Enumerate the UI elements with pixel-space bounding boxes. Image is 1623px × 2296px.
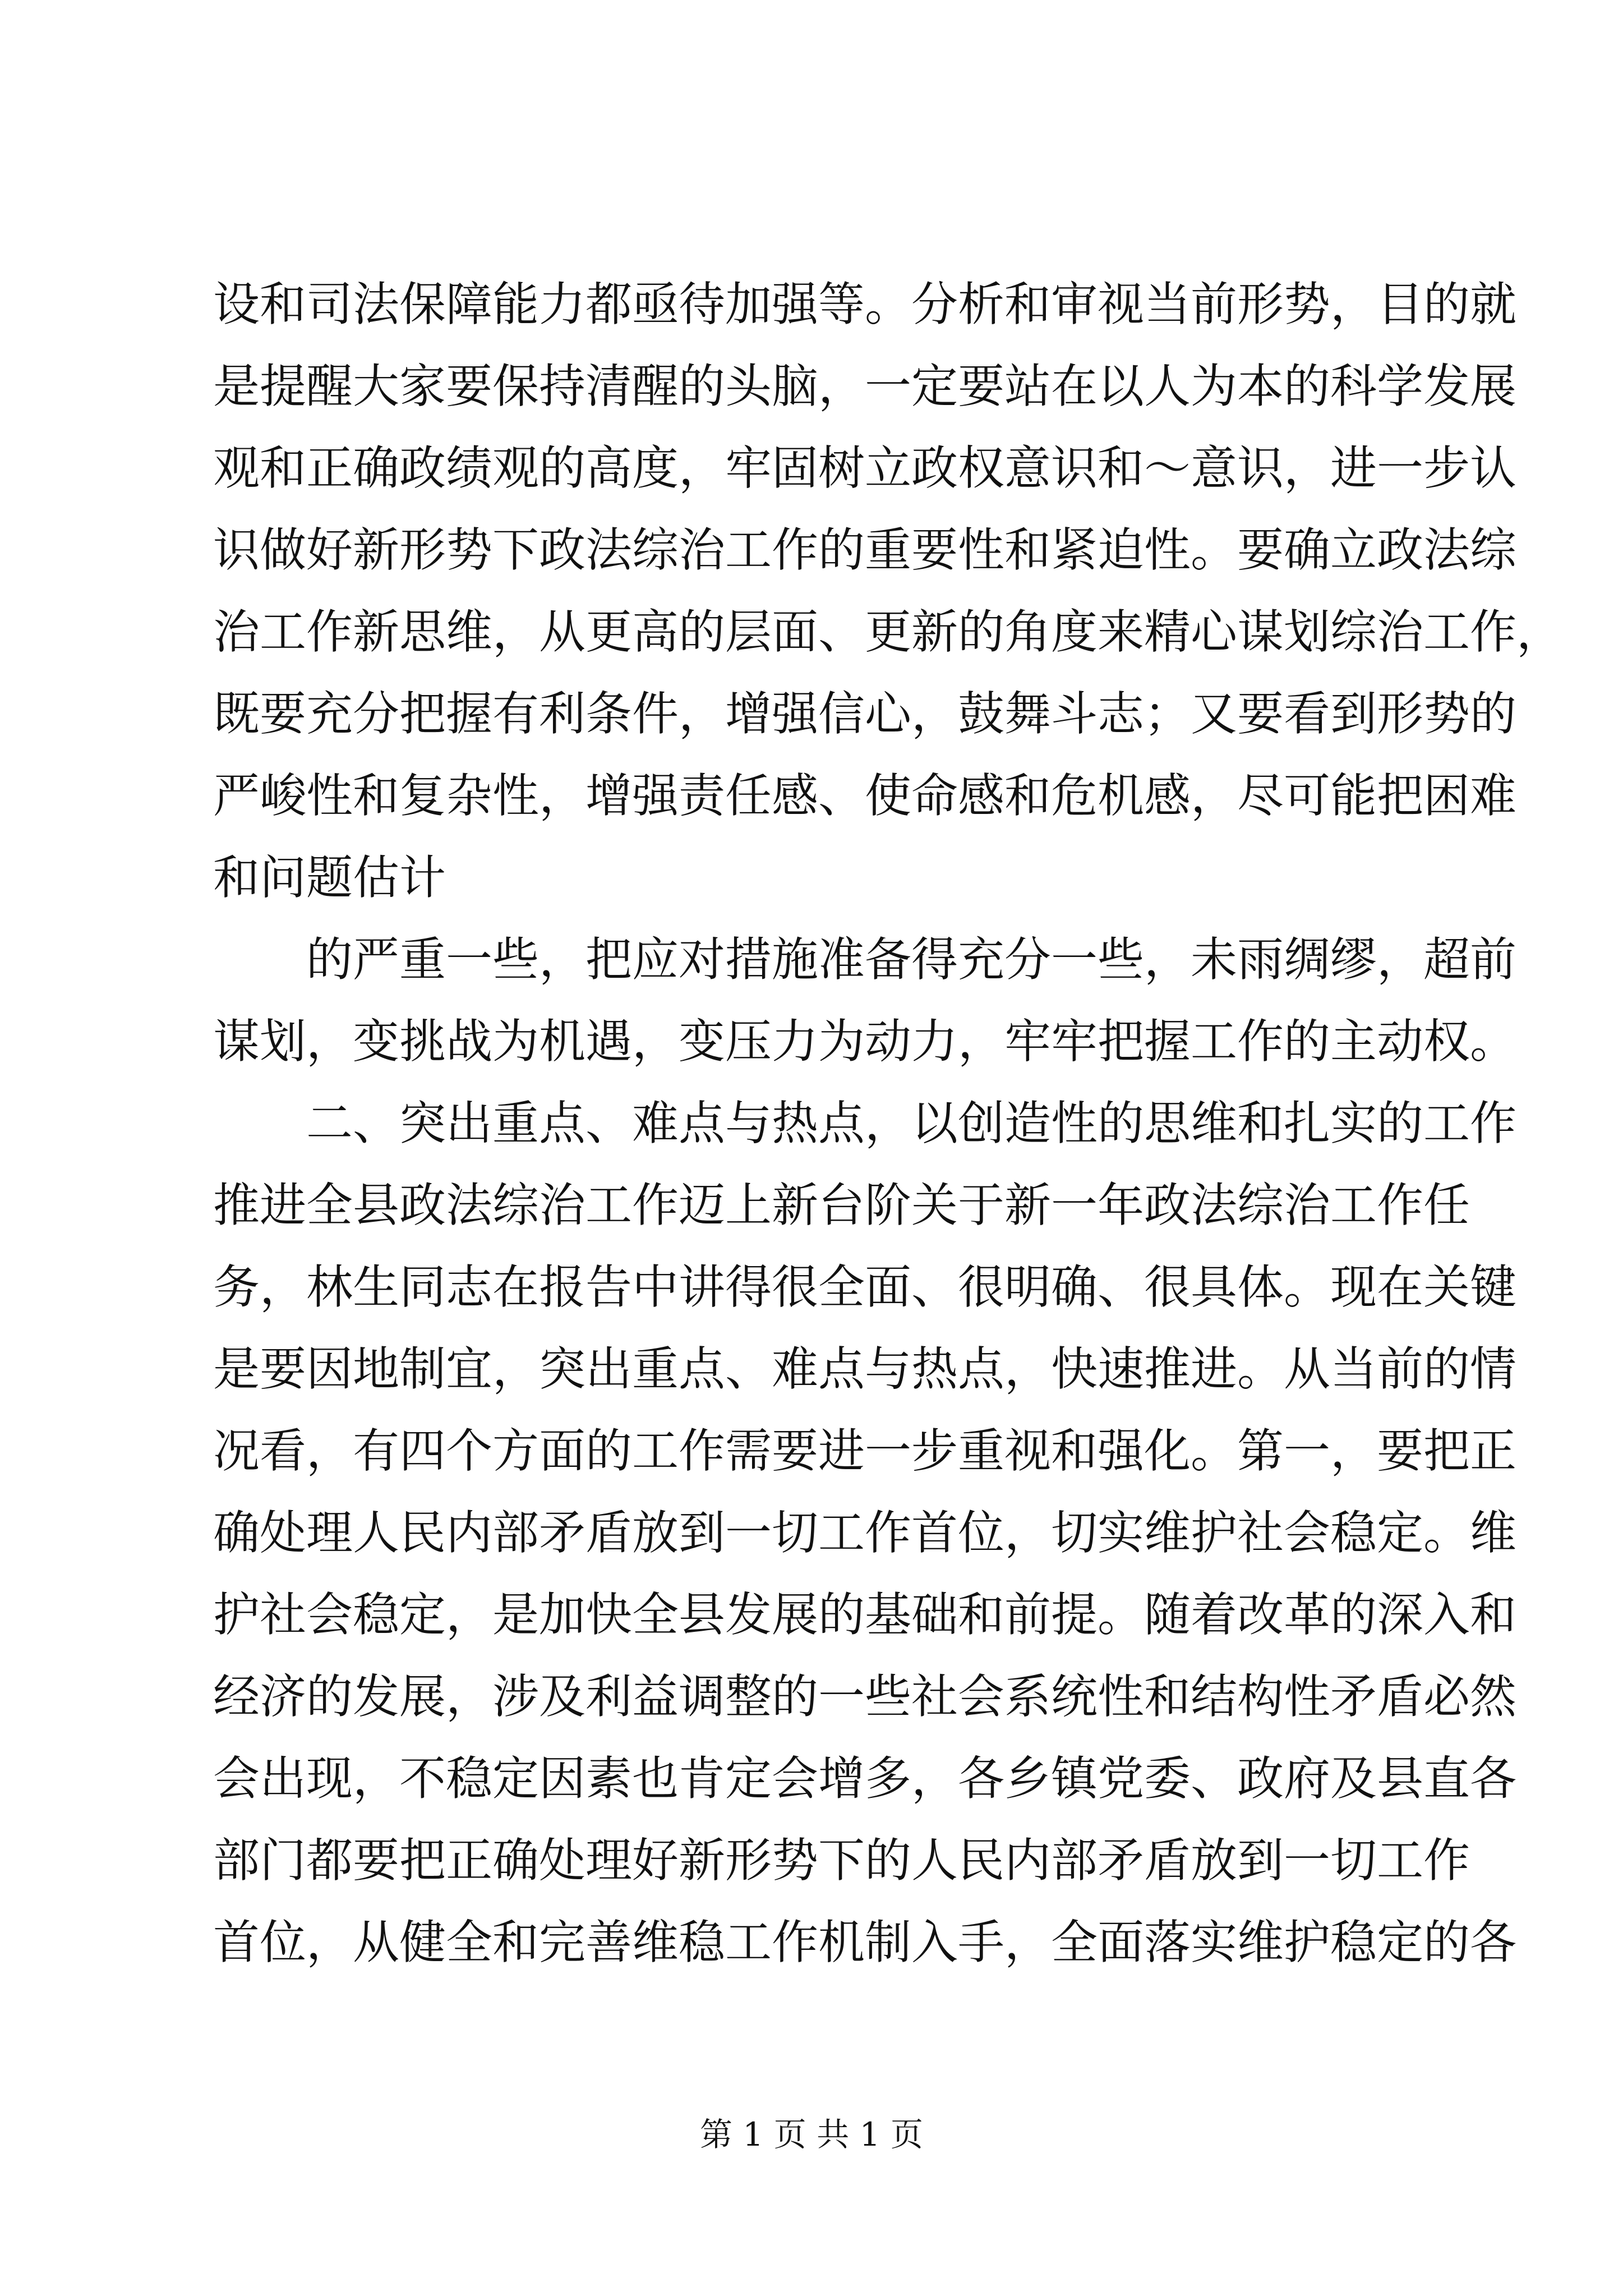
text-line: 部门都要把正确处理好新形势下的人民内部矛盾放到一切工作 xyxy=(213,1833,1470,1888)
text-line: 是要因地制宜，突出重点、难点与热点，快速推进。从当前的情 xyxy=(213,1342,1516,1396)
page-footer: 第 1 页 共 1 页 xyxy=(700,2115,923,2154)
text-line: 治工作新思维，从更高的层面、更新的角度来精心谋划综治工作， xyxy=(213,605,1563,659)
text-line: 设和司法保障能力都亟待加强等。分析和审视当前形势，目的就 xyxy=(213,277,1516,332)
text-line: 二、突出重点、难点与热点，以创造性的思维和扎实的工作 xyxy=(306,1096,1516,1151)
text-line: 和问题估计 xyxy=(213,850,446,905)
text-line: 确处理人民内部矛盾放到一切工作首位，切实维护社会稳定。维 xyxy=(213,1506,1516,1560)
text-line: 护社会稳定，是加快全县发展的基础和前提。随着改革的深入和 xyxy=(213,1588,1516,1642)
text-line: 会出现，不稳定因素也肯定会增多，各乡镇党委、政府及县直各 xyxy=(213,1751,1516,1806)
text-line: 的严重一些，把应对措施准备得充分一些，未雨绸缪，超前 xyxy=(306,932,1516,987)
text-line: 观和正确政绩观的高度，牢固树立政权意识和～意识，进一步认 xyxy=(213,441,1516,495)
text-line: 既要充分把握有利条件，增强信心，鼓舞斗志；又要看到形势的 xyxy=(213,687,1516,741)
text-line: 是提醒大家要保持清醒的头脑，一定要站在以人为本的科学发展 xyxy=(213,359,1516,413)
text-line: 识做好新形势下政法综治工作的重要性和紧迫性。要确立政法综 xyxy=(213,523,1516,577)
text-line: 推进全县政法综治工作迈上新台阶关于新一年政法综治工作任 xyxy=(213,1178,1470,1232)
text-line: 务，林生同志在报告中讲得很全面、很明确、很具体。现在关键 xyxy=(213,1260,1516,1314)
text-line: 经济的发展，涉及利益调整的一些社会系统性和结构性矛盾必然 xyxy=(213,1669,1516,1724)
text-line: 况看，有四个方面的工作需要进一步重视和强化。第一，要把正 xyxy=(213,1424,1516,1478)
document-body xyxy=(213,264,1563,1984)
text-line: 首位，从健全和完善维稳工作机制入手，全面落实维护稳定的各 xyxy=(213,1915,1516,1970)
text-line: 严峻性和复杂性，增强责任感、使命感和危机感，尽可能把困难 xyxy=(213,769,1516,823)
text-line: 谋划，变挑战为机遇，变压力为动力，牢牢把握工作的主动权。 xyxy=(213,1014,1516,1069)
